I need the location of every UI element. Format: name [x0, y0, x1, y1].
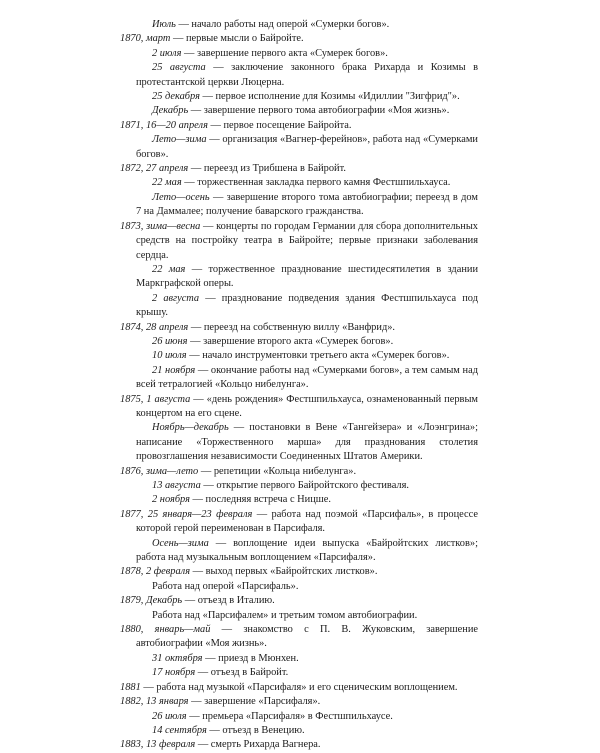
entry-date: 1882, 13 января — [120, 696, 189, 708]
entry-text: — празднование подведения здания Фестшпильхауса под крышу. — [136, 292, 478, 319]
entry-text: — начало работы над оперой «Сумерки богов». — [175, 19, 390, 30]
chronology-entry — [120, 465, 478, 479]
entry-date: 1871, 16—20 апреля — [120, 119, 208, 131]
chronology-entry — [120, 32, 478, 46]
entry-date: 2 ноября — [152, 494, 190, 506]
chronology-entry — [120, 321, 478, 335]
entry-text: — завершение второго тома автобиографии; переезд в дом 7 на Даммалее; получение баварского гражданства. — [136, 191, 478, 218]
entry-date: 1876, зима—лето — [120, 465, 199, 477]
entry-text: — открытие первого Байройтского фестиваля. — [200, 480, 409, 491]
chronology-entry — [120, 47, 478, 61]
entry-text: — завершение второго акта «Сумерек богов». — [187, 335, 394, 347]
chronology-entry — [120, 191, 478, 220]
entry-date: Декабрь — [152, 105, 189, 117]
chronology-entry — [120, 681, 478, 695]
entry-date: 1870, март — [120, 33, 171, 45]
entry-date: 10 июля — [152, 350, 187, 362]
chronology-entry — [120, 623, 478, 652]
chronology-entry — [120, 479, 478, 493]
chronology-entry — [120, 176, 478, 190]
chronology-entry — [120, 666, 478, 680]
entry-text: — воплощение идеи выпуска «Байройтских листков»; работа над музыкальным воплощением «Парсифаля». — [136, 537, 478, 564]
entry-text: — заключение законного брака Рихарда и Козимы в протестантской церкви Люцерна. — [136, 62, 478, 88]
entry-text: — первое исполнение для Козимы «Идиллии "Зигфрид"». — [199, 91, 460, 103]
chronology-entry — [120, 263, 478, 292]
entry-date: 1877, 25 января—23 февраля — [120, 508, 253, 520]
entry-date: 17 ноября — [152, 667, 196, 679]
entry-text: — организация «Вагнер-ферейнов», работа над «Сумерками богов». — [136, 134, 478, 160]
entry-text: — завершение первого тома автобиографии «Моя жизнь». — [188, 105, 450, 117]
entry-date: 25 декабря — [152, 91, 200, 103]
chronology-entry — [120, 61, 478, 90]
entry-text: — отъезд в Венецию. — [206, 724, 305, 736]
entry-text: — выход первых «Байройтских листков». — [190, 566, 378, 578]
entry-date: 1878, 2 февраля — [120, 566, 191, 578]
entry-text: — окончание работы над «Сумерками богов», а тем самым над всей тетралогией «Кольцо нибелунга». — [136, 364, 478, 391]
entry-text: — завершение «Парсифаля». — [188, 696, 321, 708]
chronology-entry — [120, 609, 478, 623]
entry-text: Работа над «Парсифалем» и третьим томом автобиографии. — [152, 609, 418, 621]
entry-date: 1883, 13 февраля — [120, 739, 196, 751]
entry-date: 1880, январь—май — [120, 624, 211, 636]
entry-text: — переезд на собственную виллу «Ванфрид». — [188, 321, 396, 333]
entry-text: — торжественная закладка первого камня Фестшпильхауса. — [181, 177, 451, 189]
entry-text: — репетиции «Кольца нибелунга». — [198, 465, 357, 477]
chronology-entry — [120, 349, 478, 363]
entry-text: — отъезд в Италию. — [182, 595, 275, 607]
chronology-entry — [120, 18, 478, 32]
entry-text: — первое посещение Байройта. — [207, 119, 352, 131]
chronology-entry — [120, 738, 478, 752]
entry-date: 22 мая — [152, 263, 186, 275]
entry-text: — работа над поэмой «Парсифаль», в процессе которой герой переименован в Парсифаля. — [136, 508, 478, 535]
entry-text: — первые мысли о Байройте. — [170, 33, 304, 45]
entry-text: — последняя встреча с Ницше. — [189, 494, 331, 506]
entry-date: 26 июня — [152, 335, 188, 347]
chronology-entry — [120, 220, 478, 263]
chronology-entry — [120, 724, 478, 738]
entry-date: Лето—осень — [152, 191, 210, 203]
entry-text: — завершение первого акта «Сумерек богов». — [181, 47, 388, 59]
chronology-entry — [120, 133, 478, 162]
entry-date: 1879, Декабрь — [120, 595, 183, 607]
entry-date: Июль — [152, 19, 176, 30]
entry-date: 1875, 1 августа — [120, 393, 191, 405]
chronology-entry — [120, 565, 478, 579]
chronology-entry — [120, 652, 478, 666]
chronology-entry — [120, 364, 478, 393]
entry-text: — приезд в Мюнхен. — [202, 652, 299, 664]
entry-date: 2 августа — [152, 292, 200, 304]
chronology-entry — [120, 393, 478, 422]
chronology-entry — [120, 162, 478, 176]
chronology-entry — [120, 119, 478, 133]
chronology-entry — [120, 335, 478, 349]
chronology-entry — [120, 710, 478, 724]
entry-text: — смерть Рихарда Вагнера. — [195, 739, 321, 751]
entry-date: 2 июля — [152, 47, 182, 59]
chronology-entry — [120, 695, 478, 709]
entry-date: 1881 — [120, 681, 141, 693]
entry-text: — переезд из Трибшена в Байройт. — [188, 163, 346, 175]
chronology-entry — [120, 421, 478, 464]
chronology-entry — [120, 580, 478, 594]
entry-date: Лето—зима — [152, 134, 207, 146]
entry-text: — отъезд в Байройт. — [195, 667, 289, 679]
entry-date: 1874, 28 апреля — [120, 321, 189, 333]
entry-text: Работа над оперой «Парсифаль». — [152, 580, 299, 592]
entry-text: — премьера «Парсифаля» в Фестшпильхаусе. — [186, 710, 393, 722]
entry-date: 31 октября — [152, 652, 203, 664]
chronology-entry — [120, 104, 478, 118]
entry-date: Ноябрь—декабрь — [152, 422, 229, 434]
entry-text: — постановки в Вене «Тангейзера» и «Лоэнгрина»; написание «Торжественного марша» для празднования столетия провозглашения независимости Соединенных Штатов Америки. — [136, 422, 478, 463]
entry-date: 1873, зима—весна — [120, 220, 201, 232]
chronology-entry — [120, 508, 478, 537]
entry-date: 14 сентября — [152, 724, 207, 736]
entry-text: — «день рождения» Фестшпильхауса, ознаменованный первым концертом на его сцене. — [136, 393, 478, 419]
chronology-page — [120, 18, 478, 753]
entry-date: 21 ноября — [152, 364, 196, 376]
entry-date: 26 июля — [152, 710, 187, 722]
chronology-entry — [120, 90, 478, 104]
entry-text: — концерты по городам Германии для сбора дополнительных средств на постройку театра в Байройте; первые признаки заболевания сердца. — [136, 220, 478, 261]
entry-text: — знакомство с П. В. Жуковским, завершение автобиографии «Моя жизнь». — [136, 624, 478, 650]
entry-text: — работа над музыкой «Парсифаля» и его сценическим воплощением. — [140, 681, 458, 693]
chronology-entry — [120, 493, 478, 507]
entry-text: — торжественное празднование шестидесятилетия в здании Маркграфской оперы. — [136, 263, 478, 290]
entry-date: 13 августа — [152, 480, 201, 491]
entry-date: 1872, 27 апреля — [120, 163, 189, 175]
entry-date: Осень—зима — [152, 537, 209, 549]
chronology-entry — [120, 292, 478, 321]
entry-date: 22 мая — [152, 177, 182, 189]
chronology-entry — [120, 594, 478, 608]
entry-date: 25 августа — [152, 62, 206, 74]
chronology-entry — [120, 537, 478, 566]
entry-text: — начало инструментовки третьего акта «Сумерек богов». — [186, 350, 450, 362]
